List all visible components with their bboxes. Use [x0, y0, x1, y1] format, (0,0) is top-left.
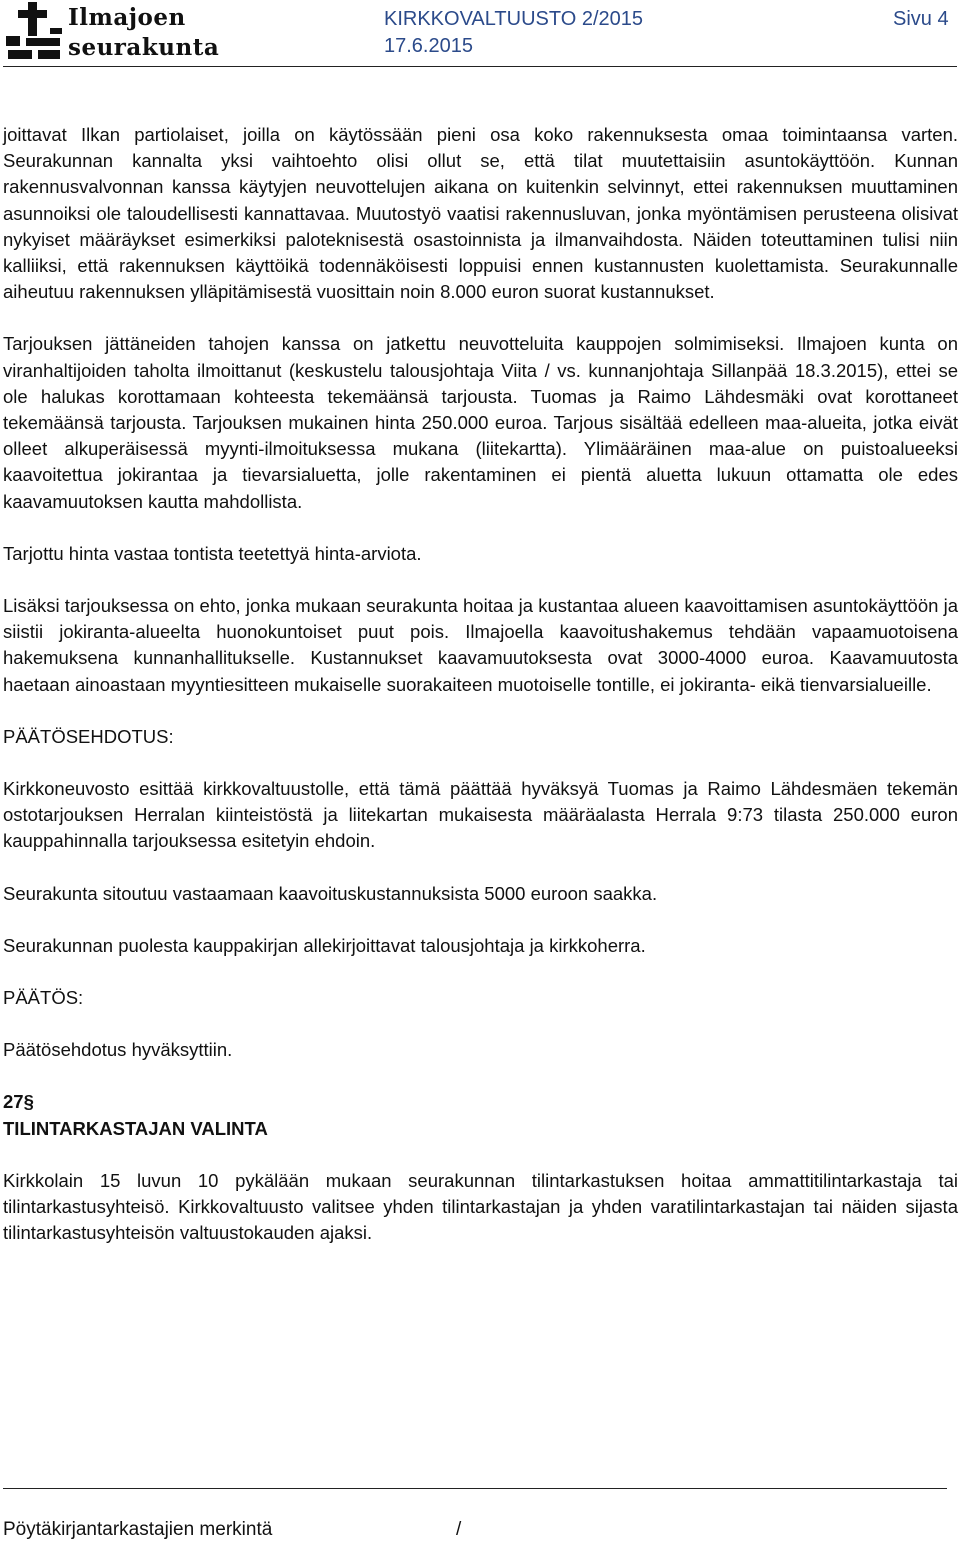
page-header — [0, 0, 960, 80]
logo-line-1: Ilmajoen — [68, 4, 186, 31]
paragraph-8: Päätösehdotus hyväksyttiin. — [3, 1039, 233, 1061]
paragraph-9: Kirkkolain 15 luvun 10 pykälään mukaan seurakunnan tilintarkastuksen hoitaa ammattitilintarkastaja tai tilintarkastusyhteisö. Kirkkovaltuusto valitsee yhden tilintarkastajan ja yhden varatilintarkastajan tai näiden sijasta tilintarkastusyhteisön valtuustokauden ajaksi. — [3, 1169, 958, 1244]
logo-line-2: seurakunta — [68, 34, 220, 61]
paragraph-3: Tarjottu hinta vastaa tontista teetettyä hinta-arviota. — [3, 542, 422, 564]
header-divider — [3, 66, 957, 67]
logo-text — [68, 3, 219, 63]
parish-logo — [6, 2, 246, 64]
proposal-heading: PÄÄTÖSEHDOTUS: — [3, 725, 174, 747]
footer-slash: / — [456, 1519, 462, 1540]
page-footer — [3, 1518, 462, 1542]
section-title: TILINTARKASTAJAN VALINTA — [3, 1117, 268, 1139]
footer-label: Pöytäkirjantarkastajien merkintä — [3, 1519, 273, 1540]
document-title: KIRKKOVALTUUSTO 2/2015 — [384, 8, 643, 30]
decision-heading: PÄÄTÖS: — [3, 987, 84, 1009]
paragraph-5: Kirkkoneuvosto esittää kirkkovaltuustolle, että tämä päättää hyväksyä Tuomas ja Raimo Lähdesmäen tekemän ostotarjouksen Herralan kiinteistöstä ja liitekartan mukaisesta määräalasta Herrala 9:73 tilasta 250.000 euron kauppahinnalla tarjouksessa esitetyin ehdoin. — [3, 778, 958, 852]
paragraph-2: Tarjouksen jättäneiden tahojen kanssa on jatkettu neuvotteluita kauppojen solmimiseksi. Ilmajoen kunta on viranhaltijoiden taholta ilmoittanut (keskustelu talousjohtaja Viita / vs. kunnanjohtaja Sillanpää 18.3.2015), ettei se ole halukas korottamaan kohteesta tekemäänsä tarjousta. Tuomas ja Raimo Lähdesmäki ovat korottaneet tekemäänsä tarjousta. Tarjouksen mukainen hinta 250.000 euroa. Tarjous sisältää edelleen maa-alueita, jotka eivät olleet alkuperäisessä myynti-ilmoituksessa mukana (liitekartta). Ylimääräinen maa-alue on puistoalueeksi kaavoitettua jokirantaa ja tievarsialuetta, jolle rakentaminen ei pientä aluetta lukuun ottamatta ole edes kaavamuutoksen kautta mahdollista. — [3, 333, 958, 512]
paragraph-6: Seurakunta sitoutuu vastaamaan kaavoituskustannuksista 5000 euroon saakka. — [3, 882, 658, 904]
paragraph-1: joittavat Ilkan partiolaiset, joilla on käytössään pieni osa koko rakennuksesta omaa toimintaansa varten. Seurakunnan kannalta yksi vaihtoehto olisi ollut se, että tilat muutettaisiin asuntokäyttöön. Kunnan rakennusvalvonnan kanssa käytyjen neuvottelujen aikana on kuitenkin selvinnyt, ettei rakennuksen muuttaminen asunnoiksi ole taloudellisesti kannattavaa. Muutostyö vaatisi rakennusluvan, jonka myöntämisen perusteena olisivat nykyiset määräykset esimerkiksi paloteknisestä osastoinnista ja ilmanvaihdosta. Näiden toteuttaminen tulisi niin kalliiksi, että rakennuksen käyttöikä todennäköisesti loppuisi ennen kustannusten kuolettamista. Seurakunnalle aiheutuu rakennuksen ylläpitämisestä vuosittain noin 8.000 euron suorat kustannukset. — [3, 124, 958, 303]
footer-divider — [3, 1488, 947, 1489]
church-cross-logo-icon — [6, 2, 66, 64]
paragraph-7: Seurakunnan puolesta kauppakirjan allekirjoittavat talousjohtaja ja kirkkoherra. — [3, 934, 646, 956]
section-header — [3, 1089, 958, 1141]
document-body — [3, 122, 958, 1273]
paragraph-4: Lisäksi tarjouksessa on ehto, jonka mukaan seurakunta hoitaa ja kustantaa alueen kaavoittamisen asuntokäyttöön ja siistii jokiranta-alueelta huonokuntoiset puut pois. Ilmajoella kaavoitushakemus tehdään vapaamuotoisena hakemuksena kunnanhallitukselle. Kustannukset kaavamuutoksesta ovat 3000-4000 euroa. Kaavamuutosta haetaan ainoastaan myyntiesitteen mukaiselle suorakaiteen muotoiselle tontille, ei jokiranta- eikä tienvarsialueille. — [3, 595, 958, 695]
page-number: Sivu 4 — [893, 8, 949, 30]
section-number: 27§ — [3, 1091, 34, 1113]
document-date: 17.6.2015 — [384, 35, 473, 57]
